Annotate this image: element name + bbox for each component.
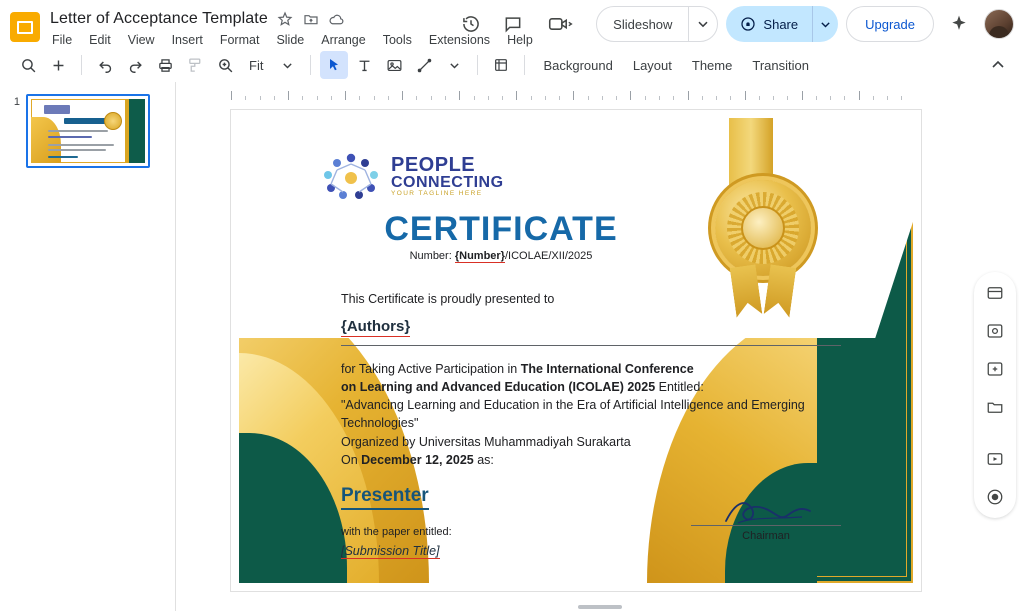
- divider: [81, 55, 82, 75]
- add-comment-icon[interactable]: [978, 352, 1012, 386]
- search-icon[interactable]: [14, 51, 42, 79]
- files-icon[interactable]: [978, 390, 1012, 424]
- menu-format[interactable]: Format: [219, 33, 260, 47]
- paint-format-icon[interactable]: [181, 51, 209, 79]
- slide-filmstrip[interactable]: [0, 82, 176, 611]
- certificate-number[interactable]: [231, 250, 921, 262]
- logo-line-2: CONNECTING: [391, 173, 504, 191]
- signature-block[interactable]: [686, 495, 846, 542]
- presented-line: This Certificate is proudly presented to: [341, 292, 555, 306]
- thumbnail-art: [28, 96, 148, 166]
- transition-button[interactable]: Transition: [752, 57, 809, 73]
- zoom-level-value[interactable]: Fit: [249, 57, 264, 73]
- menu-tools[interactable]: Tools: [382, 33, 412, 47]
- slide-number: 1: [13, 96, 20, 108]
- theme-line-2: Technologies": [341, 416, 419, 431]
- speaker-notes-icon[interactable]: [978, 276, 1012, 310]
- number-suffix: /ICOLAE/XII/2025: [504, 250, 593, 262]
- number-prefix: Number:: [409, 250, 455, 262]
- slides-app-icon[interactable]: [10, 12, 40, 42]
- entitled-word: Entitled:: [655, 380, 704, 395]
- conference-name-line2: on Learning and Advanced Education (ICOLAE) 2025: [341, 380, 656, 395]
- submission-title-placeholder: [Submission Title]: [341, 543, 440, 558]
- event-date: December 12, 2025: [361, 452, 474, 467]
- line-tool-icon[interactable]: [410, 51, 438, 79]
- signature-label: Chairman: [742, 530, 790, 542]
- user-avatar[interactable]: [984, 9, 1014, 39]
- toolbar-right: [984, 51, 1012, 79]
- theme-button[interactable]: Theme: [691, 57, 733, 73]
- logo-tagline: YOUR TAGLINE HERE: [391, 189, 483, 197]
- horizontal-ruler: [231, 90, 916, 100]
- signature-image: [718, 495, 814, 529]
- menu-arrange[interactable]: Arrange: [321, 33, 366, 47]
- slideshow-group: [596, 6, 718, 42]
- share-group: [726, 6, 838, 42]
- select-tool-icon[interactable]: [320, 51, 348, 79]
- slide-canvas[interactable]: [231, 110, 921, 591]
- organized-prefix: Organized by: [341, 434, 419, 449]
- main-area: [0, 82, 1024, 611]
- slideshow-button[interactable]: Slideshow: [613, 16, 673, 32]
- organizer-name: Universitas Muhammadiyah Surakarta: [418, 434, 631, 449]
- undo-icon[interactable]: [91, 51, 119, 79]
- insert-shape-icon[interactable]: [487, 51, 515, 79]
- present-icon[interactable]: [978, 442, 1012, 476]
- version-history-icon[interactable]: [454, 7, 488, 41]
- insert-image-icon[interactable]: [380, 51, 408, 79]
- print-icon[interactable]: [151, 51, 179, 79]
- lock-share-icon: [740, 16, 756, 32]
- cloud-saved-icon[interactable]: [328, 10, 346, 28]
- menu-slide[interactable]: Slide: [276, 33, 305, 47]
- notes-resize-handle[interactable]: [578, 605, 622, 609]
- date-suffix: as:: [473, 452, 494, 467]
- gemini-spark-icon[interactable]: [942, 7, 976, 41]
- list-item[interactable]: [0, 94, 175, 168]
- role-label: Presenter: [341, 485, 429, 510]
- organization-logo[interactable]: [319, 150, 504, 202]
- header-actions: [454, 6, 1014, 42]
- comment-icon[interactable]: [496, 7, 530, 41]
- share-label: Share: [763, 16, 799, 32]
- canvas-area[interactable]: [176, 82, 1024, 611]
- layout-button[interactable]: Layout: [632, 57, 672, 73]
- menu-insert[interactable]: Insert: [171, 33, 203, 47]
- chevron-up-icon[interactable]: [984, 51, 1012, 79]
- rail-divider: [978, 428, 1012, 438]
- zoom-dropdown-icon[interactable]: [273, 51, 301, 79]
- document-title[interactable]: Letter of Acceptance Template: [50, 10, 268, 27]
- menu-help[interactable]: Help: [507, 33, 533, 47]
- theme-line-1: "Advancing Learning and Education in the Era of Artificial Intelligence and Emerging: [341, 398, 805, 413]
- zoom-icon[interactable]: [211, 51, 239, 79]
- share-dropdown-icon[interactable]: [812, 6, 838, 42]
- divider: [477, 55, 478, 75]
- certificate-content: [231, 110, 921, 591]
- star-icon[interactable]: [276, 10, 294, 28]
- redo-icon[interactable]: [121, 51, 149, 79]
- participation-prefix: for Taking Active Participation in: [341, 362, 521, 376]
- signature-line: [691, 525, 841, 526]
- share-button[interactable]: [726, 6, 812, 42]
- slides-glyph: [17, 21, 33, 34]
- divider: [524, 55, 525, 75]
- side-panel-rail: [974, 272, 1016, 518]
- paper-label: with the paper entitled:: [341, 525, 452, 538]
- menu-edit[interactable]: Edit: [89, 33, 111, 47]
- menu-extensions[interactable]: Extensions: [428, 33, 491, 47]
- slide-thumbnail-1[interactable]: [26, 94, 150, 168]
- participation-paragraph: [341, 360, 861, 469]
- certificate-title[interactable]: CERTIFICATE: [384, 210, 618, 248]
- new-slide-icon[interactable]: [44, 51, 72, 79]
- menu-view[interactable]: View: [127, 33, 155, 47]
- conference-name-line1: The International Conference: [520, 362, 694, 376]
- slideshow-dropdown-icon[interactable]: [689, 7, 717, 41]
- line-dropdown-icon[interactable]: [440, 51, 468, 79]
- move-to-folder-icon[interactable]: [302, 10, 320, 28]
- explore-icon[interactable]: [978, 314, 1012, 348]
- number-placeholder: {Number}: [454, 250, 505, 262]
- authors-placeholder: {Authors}: [341, 318, 411, 335]
- toolbar: [0, 48, 1024, 82]
- logo-line-1: PEOPLE: [391, 153, 476, 176]
- divider: [310, 55, 311, 75]
- authors-row: [341, 318, 861, 337]
- background-button[interactable]: Background: [543, 57, 613, 73]
- upgrade-button[interactable]: Upgrade: [846, 6, 934, 42]
- text-box-icon[interactable]: [350, 51, 378, 79]
- app-header: [0, 0, 1024, 48]
- record-icon[interactable]: [978, 480, 1012, 514]
- menu-file[interactable]: File: [52, 33, 73, 47]
- people-connecting-logo-mark: [319, 150, 383, 202]
- meet-camera-icon[interactable]: [538, 7, 584, 41]
- logo-text: [391, 155, 504, 198]
- authors-rule: [341, 345, 841, 346]
- date-prefix: On: [341, 452, 362, 467]
